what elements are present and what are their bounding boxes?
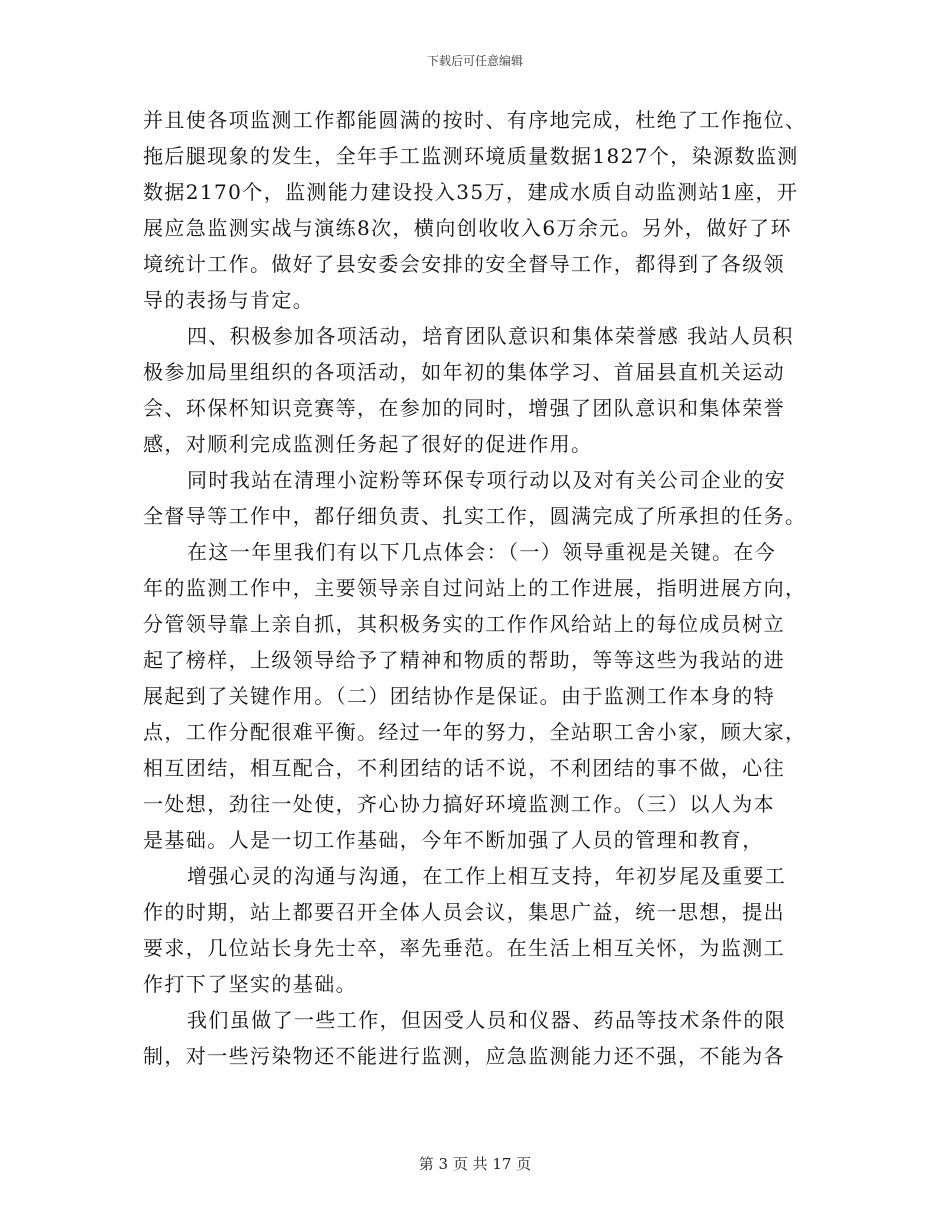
text-line: 境统计工作。做好了县安委会安排的安全督导工作，都得到了各级领 <box>143 252 785 276</box>
text-line: 作打下了坚实的基础。 <box>143 972 357 996</box>
text-line: 全督导等工作中，都仔细负责、扎实工作，圆满完成了所承担的任务。 <box>143 504 807 528</box>
text-line: 并且使各项监测工作都能圆满的按时、有序地完成，杜绝了工作拖位、 <box>143 108 807 132</box>
text-line: 年的监测工作中，主要领导亲自过问站上的工作进展，指明进展方向， <box>143 576 807 600</box>
text-line: 极参加局里组织的各项活动，如年初的集体学习、首届县直机关运动 <box>143 360 785 384</box>
document-body <box>143 102 808 1074</box>
text-line: 会、环保杯知识竞赛等，在参加的同时，增强了团队意识和集体荣誉 <box>143 396 785 420</box>
text-line-paragraph-start: 增强心灵的沟通与沟通，在工作上相互支持，年初岁尾及重要工 <box>187 864 787 888</box>
text-line-paragraph-start: 我们虽做了一些工作，但因受人员和仪器、药品等技术条件的限 <box>187 1008 787 1032</box>
text-line-paragraph-start: 四、积极参加各项活动，培育团队意识和集体荣誉感 我站人员积 <box>187 324 794 348</box>
text-line: 拖后腿现象的发生，全年手工监测环境质量数据1827个，染源数监测 <box>143 144 799 168</box>
text-line-paragraph-start: 同时我站在清理小淀粉等环保专项行动以及对有关公司企业的安 <box>187 468 787 492</box>
text-line: 分管领导靠上亲自抓，其积极务实的工作作风给站上的每位成员树立 <box>143 612 785 636</box>
text-line: 要求，几位站长身先士卒，率先垂范。在生活上相互关怀，为监测工 <box>143 936 785 960</box>
text-line-paragraph-start: 在这一年里我们有以下几点体会：（一）领导重视是关键。在今 <box>187 540 777 564</box>
text-line: 展起到了关键作用。（二）团结协作是保证。由于监测工作本身的特 <box>143 684 775 708</box>
text-line: 相互团结，相互配合，不利团结的话不说，不利团结的事不做，心往 <box>143 756 785 780</box>
text-line: 点，工作分配很难平衡。经过一年的努力，全站职工舍小家，顾大家， <box>143 720 807 744</box>
text-line: 一处想，劲往一处使，齐心协力搞好环境监测工作。（三）以人为本 <box>143 792 775 816</box>
text-line: 是基础。人是一切工作基础，今年不断加强了人员的管理和教育， <box>143 828 764 852</box>
text-line: 展应急监测实战与演练8次，横向创收收入6万余元。另外，做好了环 <box>143 216 792 240</box>
text-line: 作的时期，站上都要召开全体人员会议，集思广益，统一思想，提出 <box>143 900 785 924</box>
text-line: 导的表扬与肯定。 <box>143 288 315 312</box>
text-line: 感，对顺利完成监测任务起了很好的促进作用。 <box>143 432 593 456</box>
page-footer: 第 3 页 共 17 页 <box>418 1155 532 1173</box>
text-line: 制，对一些污染物还不能进行监测，应急监测能力还不强，不能为各 <box>143 1044 785 1068</box>
text-line: 起了榜样，上级领导给予了精神和物质的帮助，等等这些为我站的进 <box>143 648 785 672</box>
page-header: 下载后可任意编辑 <box>426 54 523 68</box>
text-line: 数据2170个，监测能力建设投入35万，建成水质自动监测站1座，开 <box>143 180 799 204</box>
